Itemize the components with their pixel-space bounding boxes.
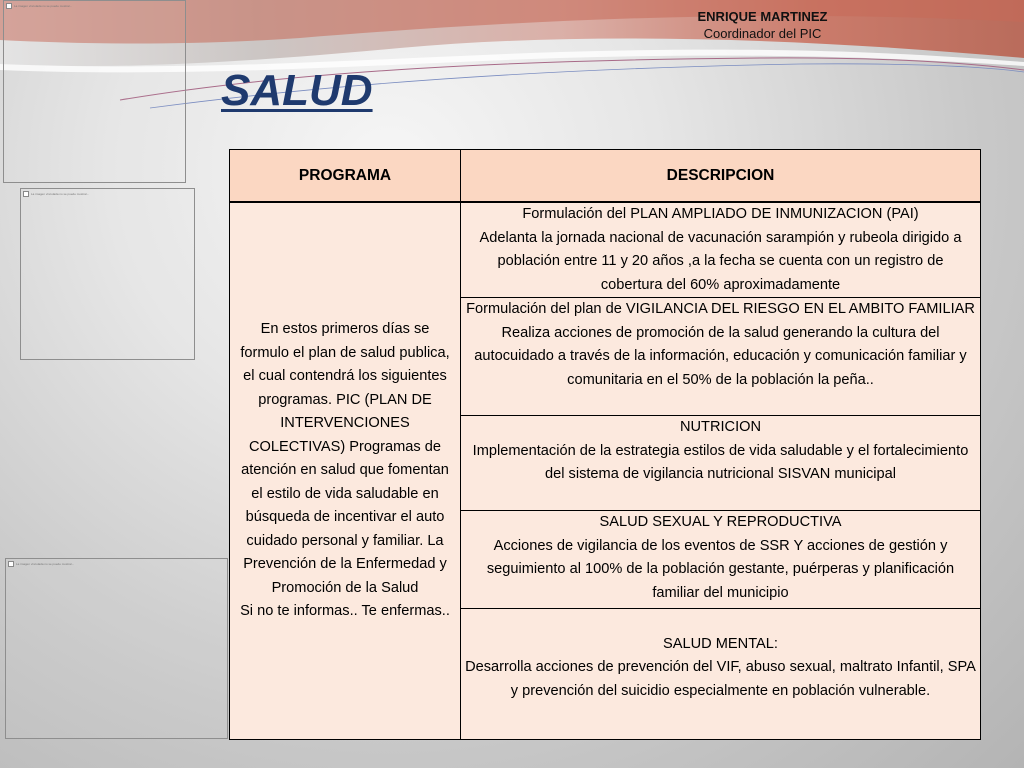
- broken-image-icon: [23, 191, 29, 197]
- descripcion-cell-vigilancia: Formulación del plan de VIGILANCIA DEL RIESGO EN EL AMBITO FAMILIAR Realiza acciones de promoción de la salud generando la cultura del autocuidado a través de la información, educación y comunicación familiar y comunitaria en el 50% de la población la peña..: [461, 298, 981, 416]
- descripcion-cell-pai: Formulación del PLAN AMPLIADO DE INMUNIZACION (PAI) Adelanta la jornada nacional de vacunación sarampión y rubeola dirigido a población entre 11 y 20 años ,a la fecha se cuenta con un registro de cobertura del 60% aproximadamente: [461, 202, 981, 298]
- broken-image-icon: [6, 3, 12, 9]
- descripcion-cell-nutricion: NUTRICION Implementación de la estrategia estilos de vida saludable y el fortalecimiento del sistema de vigilancia nutricional SISVAN municipal: [461, 416, 981, 511]
- descripcion-cell-salud-mental: SALUD MENTAL: Desarrolla acciones de prevención del VIF, abuso sexual, maltrato Infantil, SPA y prevención del suicidio especialmente en población vulnerable.: [461, 609, 981, 740]
- table-header-row: [230, 150, 981, 203]
- broken-image-placeholder: [5, 558, 228, 739]
- placeholder-caption: La imagen vinculada no se puede mostrar...: [14, 4, 73, 8]
- presenter-info: [640, 8, 885, 42]
- placeholder-caption: La imagen vinculada no se puede mostrar...: [16, 562, 75, 566]
- table-row: [230, 202, 981, 298]
- broken-image-placeholder: [20, 188, 195, 360]
- presenter-role: Coordinador del PIC: [703, 26, 822, 41]
- column-header-descripcion: DESCRIPCION: [461, 150, 981, 203]
- column-header-programa: PROGRAMA: [230, 150, 461, 203]
- placeholder-caption: La imagen vinculada no se puede mostrar...: [31, 192, 90, 196]
- programa-cell: En estos primeros días se formulo el plan de salud publica, el cual contendrá los siguientes programas. PIC (PLAN DE INTERVENCIONES COLECTIVAS) Programas de atención en salud que fomentan el estilo de vida saludable en búsqueda de incentivar el auto cuidado personal y familiar. La Prevención de la Enfermedad y Promoción de la Salud Si no te informas.. Te enfermas..: [230, 202, 461, 740]
- presenter-name: ENRIQUE MARTINEZ: [697, 9, 828, 24]
- slide-title: SALUD: [221, 66, 373, 115]
- descripcion-cell-ssr: SALUD SEXUAL Y REPRODUCTIVA Acciones de vigilancia de los eventos de SSR Y acciones de gestión y seguimiento al 100% de la población gestante, puérperas y planificación familiar del municipio: [461, 511, 981, 609]
- salud-programs-table: [229, 149, 981, 740]
- broken-image-icon: [8, 561, 14, 567]
- broken-image-placeholder: [3, 0, 186, 183]
